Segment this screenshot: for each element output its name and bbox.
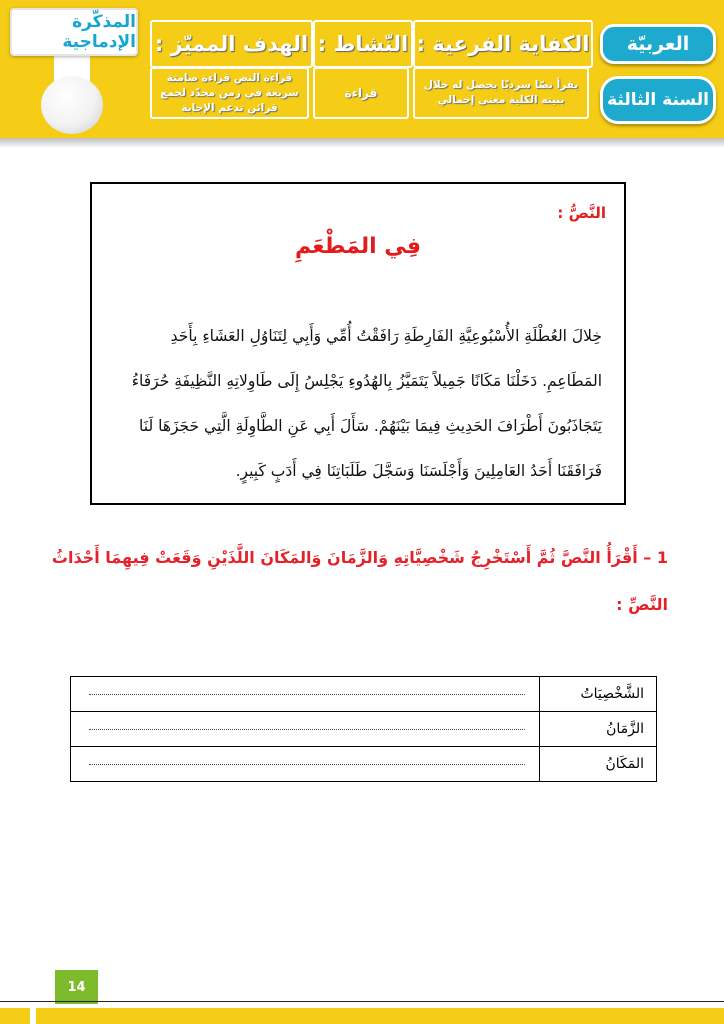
text-line: فَرَافَقَنَا أَحَدُ العَامِلِينَ وَأَجْلَسَنَا وَسَجَّلَ طَلَبَاتِنَا فِي أَدَبٍ كَبِيرٍ.	[235, 462, 602, 480]
answer-field[interactable]	[71, 677, 540, 712]
answer-field[interactable]	[71, 712, 540, 747]
footer-bar	[36, 1008, 724, 1024]
question-1-continued: النَّصِّ :	[616, 595, 668, 614]
footer-bar-left	[0, 1008, 30, 1024]
text-line: المَطَاعِمِ. دَخَلْنَا مَكَانًا جَمِيلاً يَتَمَيَّزُ بِالهُدُوءِ يَجْلِسُ إِلَى طَاوِلاتِهِ النَّظِيفَةِ حُرَفَاءُ	[131, 372, 602, 390]
answer-table	[70, 676, 657, 782]
activity-text: قراءة	[313, 67, 409, 119]
answer-field[interactable]	[71, 747, 540, 782]
footer-divider	[0, 1001, 724, 1002]
logo-text: المذكّرة الإدماجية	[10, 8, 138, 56]
text-label: النَّصُّ :	[557, 204, 606, 222]
text-line: خِلالَ العُطْلَةِ الأُسْبُوعِيَّةِ الفَارِطَةِ رَافَقْتُ أُمِّي وَأَبِي لِتَنَاوُلِ العَشَاءِ بِأَحَدِ	[170, 327, 602, 345]
reading-text-box	[90, 182, 626, 505]
goal-title: الهدف المميّز :	[150, 20, 313, 68]
subject-badge: العربيّة	[600, 24, 716, 64]
table-row	[71, 747, 657, 782]
table-row	[71, 677, 657, 712]
text-title: فِي المَطْعَمِ	[295, 234, 421, 259]
header-shadow	[0, 138, 724, 148]
row-label: المَكَانُ	[540, 747, 657, 782]
competency-text: يقرأ نصّا سرديّا يحصل له خلال بنيته الكلية معنى إجمالي	[413, 67, 589, 119]
logo	[4, 4, 140, 134]
row-label: الزَّمَانُ	[540, 712, 657, 747]
table-row	[71, 712, 657, 747]
goal-text: قراءة النص قراءة صامتة سريعة في زمن محدّد لجمع قرائن تدعم الإجابة	[150, 67, 309, 119]
text-line: يَتَجَاذَبُونَ أَطْرَافَ الحَدِيثِ فِيمَا بَيْنَهُمْ. سَأَلَ أَبِي عَنِ الطَّاوِلَةِ الَّتِي حَجَزَهَا لَنَا	[139, 417, 602, 435]
question-1: 1 – أَقْرَأُ النَّصَّ ثُمَّ أَسْتَخْرِجُ شَخْصِيَّاتِهِ وَالزَّمَانَ وَالمَكَانَ اللَّذَيْنِ وَقَعَتْ فِيهِمَا أَحْدَاثُ	[51, 548, 668, 567]
page-number: 14	[55, 970, 98, 1004]
logo-ball	[41, 76, 103, 134]
row-label: الشَّخْصِيَاتُ	[540, 677, 657, 712]
grade-badge: السنة الثالثة	[600, 76, 716, 124]
activity-title: النّشاط :	[313, 20, 413, 68]
competency-title: الكفاية الفرعية :	[413, 20, 593, 68]
